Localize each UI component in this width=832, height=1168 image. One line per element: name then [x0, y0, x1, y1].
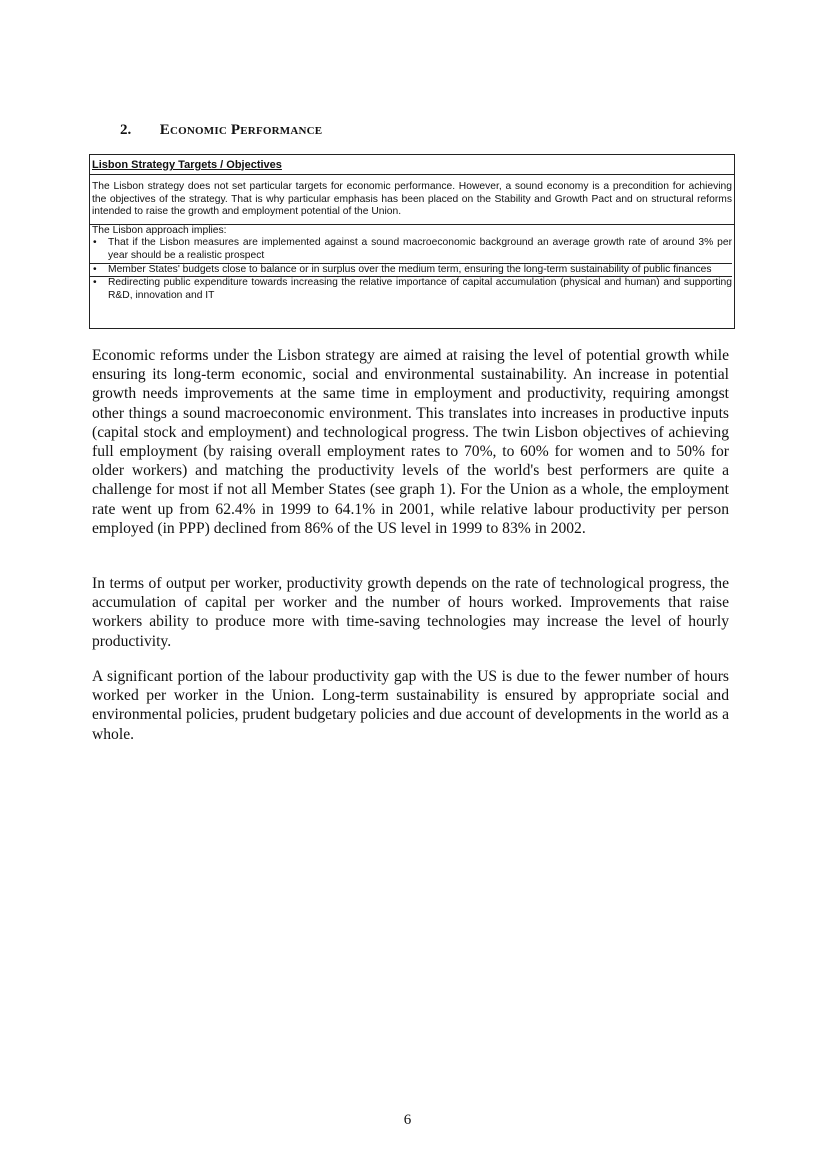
- box-bullet: • Member States' budgets close to balance or in surplus over the medium term, ensuring the long-term sustainability of public finances: [90, 263, 732, 277]
- box-bullet: • Redirecting public expenditure towards increasing the relative importance of capital accumulation (physical and human) and supporting R&D, innovation and IT: [90, 276, 732, 302]
- box-bullet-list: [92, 237, 732, 302]
- box-paragraph: The Lisbon strategy does not set particular targets for economic performance. However, a sound economy is a precondition for achieving the objectives of the strategy. That is why particular emphasis has been placed on the Stability and Growth Pact and on structural reforms intended to raise the growth and employment potential of the Union.: [92, 181, 732, 218]
- section-title: Economic Performance: [159, 122, 323, 138]
- body-paragraph: Economic reforms under the Lisbon strategy are aimed at raising the level of potential growth while ensuring its long-term economic, social and environmental sustainability. An increase in potential growth needs improvements at the same time in employment and productivity, requiring amongst other things a sound macroeconomic environment. This translates into increases in productive inputs (capital stock and employment) and technological progress. The twin Lisbon objectives of achieving full employment (by raising overall employment rates to 70%, to 60% for women and to 50% for older workers) and matching the productivity levels of the world's best performers are quite a challenge for most if not all Member States (see graph 1). For the Union as a whole, the employment rate went up from 62.4% in 1999 to 64.1% in 2001, while relative labour productivity per person employed (in PPP) declined from 86% of the US level in 1999 to 83% in 2002.: [92, 347, 729, 537]
- section-heading: [120, 122, 740, 139]
- box-divider: [90, 174, 734, 175]
- section-number: 2.: [120, 122, 132, 138]
- body-paragraph: In terms of output per worker, productivity growth depends on the rate of technological progress, the accumulation of capital per worker and the number of hours worked. Improvements that raise workers ability to produce more with time-saving technologies may increase the level of hourly productivity.: [92, 575, 729, 650]
- lisbon-targets-box: [89, 154, 735, 329]
- box-title: Lisbon Strategy Targets / Objectives: [92, 159, 282, 171]
- page-number: 6: [403, 1112, 412, 1128]
- box-intro: The Lisbon approach implies:: [90, 224, 734, 238]
- body-paragraph: A significant portion of the labour productivity gap with the US is due to the fewer number of hours worked per worker in the Union. Long-term sustainability is ensured by appropriate social and environmental policies, prudent budgetary policies and due account of developments in the world as a whole.: [92, 668, 729, 743]
- box-bullet: • That if the Lisbon measures are implemented against a sound macroeconomic background an average growth rate of around 3% per year should be a realistic prospect: [92, 237, 732, 262]
